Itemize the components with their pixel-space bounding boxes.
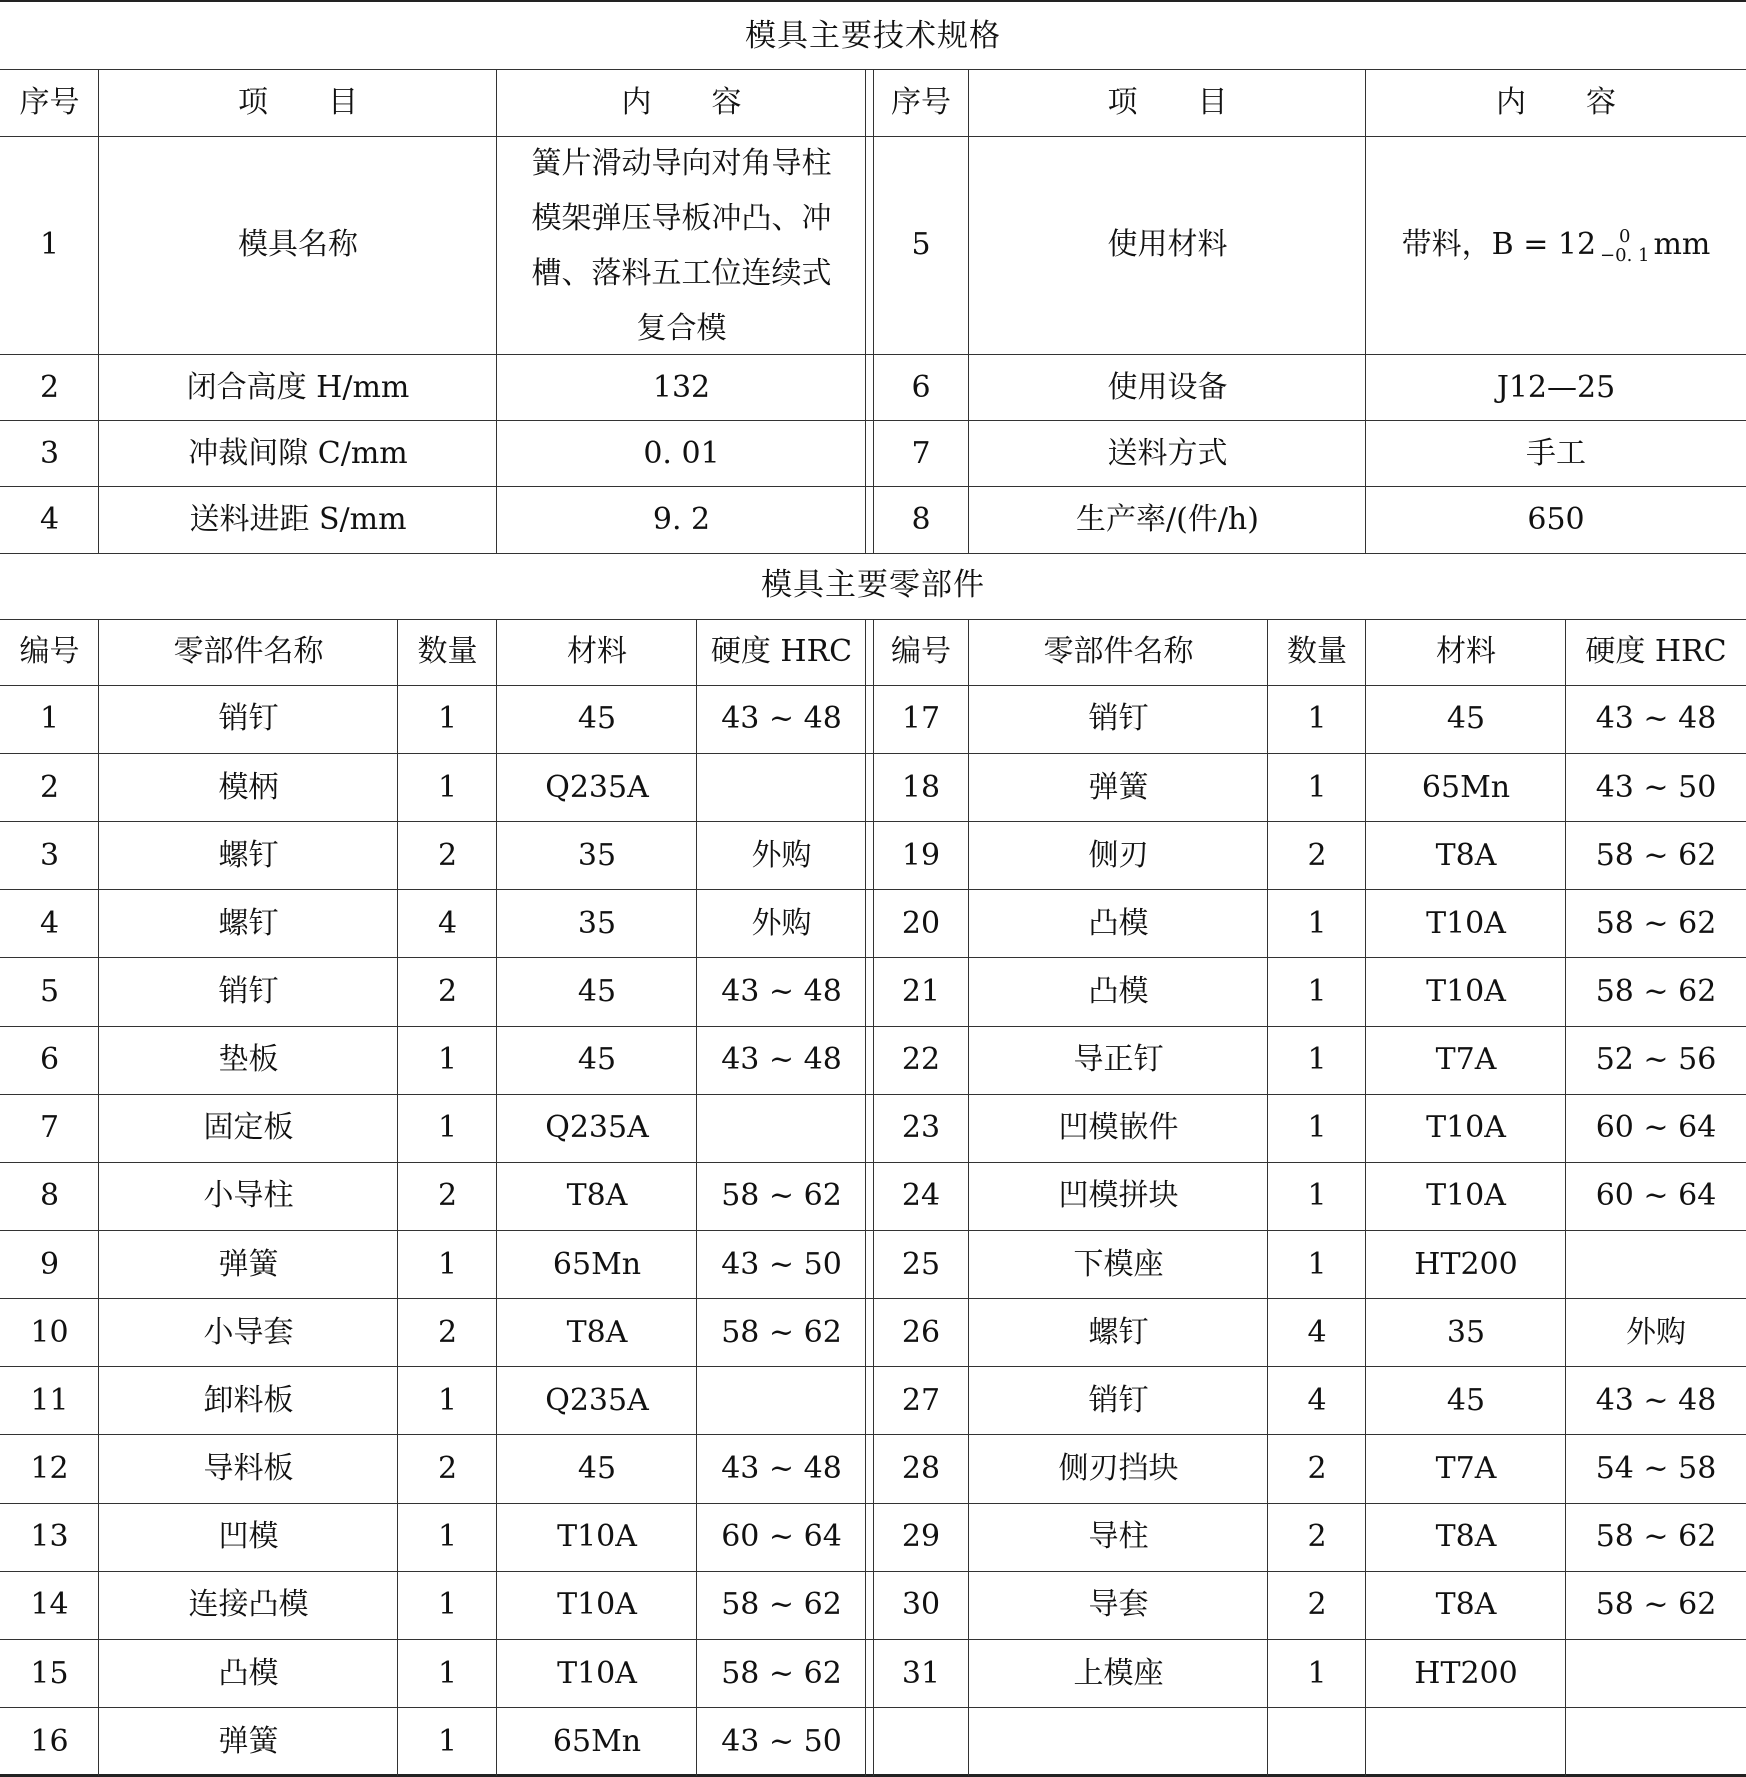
- part-qty-cell: 1: [1307, 769, 1327, 805]
- spec-row-item: 模具名称: [238, 227, 358, 263]
- part-hardness-cell: 外购: [751, 905, 812, 941]
- part-hardness-cell: 60 ~ 64: [1595, 1178, 1717, 1214]
- part-material-cell: 65Mn: [552, 1723, 642, 1759]
- part-material-cell: 45: [1446, 1382, 1486, 1418]
- part-hardness-cell: [697, 1094, 866, 1162]
- part-qty-cell: 2: [437, 1314, 458, 1350]
- part-name-cell: 连接凸模: [188, 1587, 309, 1623]
- part-hardness-cell: 43 ~ 50: [721, 1246, 842, 1282]
- part-material-cell: T8A: [566, 1178, 628, 1214]
- part-qty-cell: 2: [1307, 1451, 1327, 1487]
- spec-row-content-material: [1366, 136, 1746, 355]
- part-material-cell: T8A: [1435, 837, 1497, 873]
- part-material-cell: T10A: [1426, 1110, 1506, 1146]
- parts-header-no-right: 编号: [891, 634, 951, 670]
- part-hardness-cell: 58 ~ 62: [1595, 973, 1717, 1009]
- part-hardness-cell: 43 ~ 48: [1595, 701, 1717, 737]
- part-name-cell: 弹簧: [1088, 769, 1149, 805]
- part-no-cell: 11: [30, 1382, 69, 1418]
- parts-col-rule: [397, 619, 398, 1776]
- part-qty-cell: 1: [437, 1587, 458, 1623]
- parts-header-material-right: 材料: [1436, 634, 1496, 670]
- part-qty-cell: 1: [437, 1382, 458, 1418]
- spec-row-no: 6: [911, 369, 931, 405]
- part-hardness-cell: 54 ~ 58: [1595, 1451, 1717, 1487]
- spec-row-content: 650: [1527, 501, 1585, 537]
- part-no-cell: 2: [39, 769, 60, 805]
- spec-header-no-right: 序号: [891, 84, 951, 120]
- part-name-cell: 销钉: [1088, 701, 1149, 737]
- spec-row-no: 5: [911, 227, 931, 263]
- spec-row-no: 7: [911, 435, 931, 471]
- part-name-cell: 凹模拼块: [1058, 1178, 1179, 1214]
- part-material-cell: 45: [1446, 701, 1486, 737]
- part-name-cell: 弹簧: [218, 1723, 279, 1759]
- part-name-cell: 螺钉: [218, 905, 279, 941]
- part-name-cell: 侧刃挡块: [1058, 1451, 1179, 1487]
- part-material-cell: 45: [577, 973, 617, 1009]
- part-qty-cell: 4: [437, 905, 458, 941]
- material-unit: mm: [1653, 227, 1711, 263]
- part-no-cell: 27: [901, 1382, 941, 1418]
- parts-col-rule: [1267, 619, 1268, 1776]
- part-hardness-cell: [697, 754, 866, 822]
- part-material-cell: Q235A: [545, 1110, 649, 1146]
- part-hardness-cell: 58 ~ 62: [721, 1314, 842, 1350]
- part-no-cell: 22: [901, 1042, 941, 1078]
- part-hardness-cell: 43 ~ 48: [1595, 1382, 1717, 1418]
- part-hardness-cell: [697, 1367, 866, 1435]
- part-hardness-cell: 58 ~ 62: [1595, 837, 1717, 873]
- part-no-cell: 13: [30, 1519, 69, 1555]
- part-qty-cell: 4: [1307, 1314, 1327, 1350]
- spec-header-no-left: 序号: [19, 84, 80, 120]
- part-hardness-cell: 60 ~ 64: [1595, 1110, 1717, 1146]
- part-no-cell: 7: [39, 1110, 60, 1146]
- parts-col-rule: [696, 619, 697, 1776]
- part-qty-cell: 1: [437, 1723, 458, 1759]
- spec-header-item-right: 项 目: [1107, 84, 1228, 120]
- part-name-cell: 侧刃: [1088, 837, 1149, 873]
- part-hardness-cell: 外购: [751, 837, 812, 873]
- part-qty-cell: 2: [1307, 837, 1327, 873]
- parts-header-material-left: 材料: [567, 634, 627, 670]
- part-material-cell: T10A: [557, 1655, 637, 1691]
- part-no-cell: 24: [901, 1178, 941, 1214]
- spec-row-item: 送料方式: [1107, 435, 1228, 471]
- part-name-cell: 销钉: [218, 973, 279, 1009]
- parts-col-rule: [1565, 619, 1566, 1776]
- part-hardness-cell: 43 ~ 48: [721, 1042, 842, 1078]
- part-no-cell: 12: [30, 1451, 69, 1487]
- part-qty-cell: 1: [437, 1519, 458, 1555]
- spec-header-content-right: 内 容: [1496, 84, 1616, 120]
- part-hardness-cell: 58 ~ 62: [721, 1655, 842, 1691]
- spec-row-no: 1: [39, 227, 60, 263]
- spec-row-content: 9. 2: [652, 501, 711, 537]
- parts-header-hardness-left: 硬度 HRC: [710, 634, 853, 670]
- part-name-cell: 导正钉: [1073, 1042, 1164, 1078]
- part-name-cell: 弹簧: [218, 1246, 279, 1282]
- part-hardness-cell: [1566, 1231, 1746, 1299]
- part-no-cell: 26: [901, 1314, 941, 1350]
- part-material-cell: T7A: [1435, 1451, 1497, 1487]
- part-hardness-cell: 43 ~ 48: [721, 973, 842, 1009]
- part-qty-cell: 1: [1307, 1178, 1327, 1214]
- part-material-cell: T10A: [557, 1519, 637, 1555]
- part-qty-cell: 1: [1307, 1110, 1327, 1146]
- part-qty-cell: 1: [437, 769, 458, 805]
- part-hardness-cell: 58 ~ 62: [1595, 1519, 1717, 1555]
- part-name-cell: 固定板: [203, 1110, 294, 1146]
- part-no-cell: 14: [30, 1587, 69, 1623]
- parts-header-no-left: 编号: [19, 634, 80, 670]
- part-name-cell: 导套: [1088, 1587, 1149, 1623]
- part-qty-cell: 1: [437, 1655, 458, 1691]
- part-material-cell: 45: [577, 701, 617, 737]
- part-name-cell: 导料板: [203, 1451, 294, 1487]
- part-material-cell: 65Mn: [1421, 769, 1511, 805]
- part-qty-cell: 1: [1307, 1042, 1327, 1078]
- parts-header-qty-left: 数量: [417, 634, 478, 670]
- part-qty-cell: 1: [437, 1246, 458, 1282]
- spec-row-item: 生产率/(件/h): [1076, 501, 1259, 537]
- part-hardness-cell: 52 ~ 56: [1595, 1042, 1717, 1078]
- part-no-cell: 9: [39, 1246, 60, 1282]
- parts-center-double-rule: [865, 619, 874, 1776]
- part-no-cell: 17: [901, 701, 941, 737]
- spec-row-item: 送料进距 S/mm: [189, 501, 407, 537]
- spec-row-item: 闭合高度 H/mm: [186, 369, 410, 405]
- part-hardness-cell: 外购: [1626, 1314, 1686, 1350]
- parts-col-rule: [98, 619, 99, 1776]
- part-name-cell: 凸模: [1088, 973, 1149, 1009]
- part-no-cell: 6: [39, 1042, 60, 1078]
- part-qty-cell: 1: [1307, 1655, 1327, 1691]
- spec-col-rule: [496, 70, 497, 553]
- parts-header-name-left: 零部件名称: [173, 634, 324, 670]
- spec-center-double-rule: [865, 70, 874, 553]
- part-material-cell: T10A: [1426, 973, 1506, 1009]
- spec-row-no: 8: [911, 501, 931, 537]
- part-no-cell: 10: [30, 1314, 69, 1350]
- part-qty-cell: 2: [437, 1178, 458, 1214]
- part-no-cell: 8: [39, 1178, 60, 1214]
- part-hardness-cell: 58 ~ 62: [721, 1587, 842, 1623]
- spec-row-content: 0. 01: [643, 435, 720, 471]
- part-no-cell: 3: [39, 837, 60, 873]
- part-no-cell: 20: [901, 905, 941, 941]
- part-name-cell: 销钉: [1088, 1382, 1149, 1418]
- parts-table-title: 模具主要零部件: [761, 567, 985, 604]
- spec-header-item-left: 项 目: [238, 84, 358, 120]
- part-material-cell: HT200: [1414, 1655, 1518, 1691]
- part-name-cell: 上模座: [1073, 1655, 1164, 1691]
- part-no-cell: 5: [39, 973, 60, 1009]
- part-hardness-cell: [1566, 1708, 1746, 1776]
- spec-col-rule: [1365, 70, 1366, 553]
- spec-row-content: 簧片滑动导向对角导柱模架弹压导板冲凸、冲槽、落料五工位连续式复合模: [531, 145, 832, 346]
- spec-row-item: 使用材料: [1107, 227, 1228, 263]
- part-material-cell: 45: [577, 1042, 617, 1078]
- part-material-cell: [1366, 1708, 1566, 1776]
- spec-row-content: 132: [652, 369, 711, 405]
- part-name-cell: 导柱: [1088, 1519, 1149, 1555]
- part-hardness-cell: 58 ~ 62: [1595, 1587, 1717, 1623]
- spec-row-item: 使用设备: [1107, 369, 1228, 405]
- tolerance-upper: 0: [1619, 225, 1631, 247]
- part-no-cell: 23: [901, 1110, 941, 1146]
- part-name-cell: 凸模: [1088, 905, 1149, 941]
- tolerance-lower: −0. 1: [1600, 244, 1650, 266]
- part-qty-cell: 1: [437, 701, 458, 737]
- spec-row-no: 3: [39, 435, 60, 471]
- part-qty-cell: [1268, 1708, 1366, 1776]
- part-qty-cell: 2: [437, 837, 458, 873]
- part-no-cell: 28: [901, 1451, 941, 1487]
- part-qty-cell: 1: [437, 1042, 458, 1078]
- part-no-cell: [873, 1708, 969, 1776]
- part-no-cell: 29: [901, 1519, 941, 1555]
- part-name-cell: 卸料板: [203, 1382, 294, 1418]
- parts-col-rule: [968, 619, 969, 1776]
- part-no-cell: 18: [901, 769, 941, 805]
- part-material-cell: Q235A: [545, 1382, 649, 1418]
- part-no-cell: 30: [901, 1587, 941, 1623]
- part-no-cell: 4: [39, 905, 60, 941]
- part-hardness-cell: 43 ~ 48: [721, 1451, 842, 1487]
- part-no-cell: 21: [901, 973, 941, 1009]
- part-material-cell: 35: [577, 905, 617, 941]
- part-name-cell: 凹模: [218, 1519, 279, 1555]
- spec-row-no: 2: [39, 369, 60, 405]
- part-qty-cell: 1: [437, 1110, 458, 1146]
- parts-col-rule: [1365, 619, 1366, 1776]
- parts-header-name-right: 零部件名称: [1043, 634, 1194, 670]
- material-spec-text: 带料，B = 12: [1401, 227, 1597, 263]
- part-hardness-cell: 43 ~ 48: [721, 701, 842, 737]
- tolerance-stack: [1600, 227, 1649, 265]
- part-material-cell: HT200: [1414, 1246, 1518, 1282]
- part-name-cell: 销钉: [218, 701, 279, 737]
- spec-row-item: 冲裁间隙 C/mm: [188, 435, 408, 471]
- part-name-cell: 下模座: [1073, 1246, 1164, 1282]
- part-name-cell: 小导套: [203, 1314, 294, 1350]
- part-hardness-cell: [1566, 1640, 1746, 1708]
- part-name-cell: 模柄: [218, 769, 279, 805]
- spec-col-rule: [98, 70, 99, 553]
- part-hardness-cell: 43 ~ 50: [1595, 769, 1717, 805]
- part-qty-cell: 2: [1307, 1519, 1327, 1555]
- spec-col-rule: [968, 70, 969, 553]
- spec-row-content: J12—25: [1496, 369, 1616, 405]
- part-qty-cell: 1: [1307, 905, 1327, 941]
- part-name-cell: 垫板: [218, 1042, 279, 1078]
- parts-header-qty-right: 数量: [1287, 634, 1347, 670]
- part-no-cell: 15: [30, 1655, 69, 1691]
- part-name-cell: [969, 1708, 1268, 1776]
- part-qty-cell: 2: [437, 1451, 458, 1487]
- part-hardness-cell: 58 ~ 62: [1595, 905, 1717, 941]
- part-material-cell: 45: [577, 1451, 617, 1487]
- part-name-cell: 螺钉: [218, 837, 279, 873]
- part-name-cell: 螺钉: [1088, 1314, 1149, 1350]
- part-material-cell: T8A: [1435, 1519, 1497, 1555]
- part-material-cell: 35: [1446, 1314, 1486, 1350]
- spec-row-content: 手工: [1526, 435, 1586, 471]
- part-qty-cell: 4: [1307, 1382, 1327, 1418]
- parts-col-rule: [496, 619, 497, 1776]
- part-material-cell: T7A: [1435, 1042, 1497, 1078]
- part-name-cell: 小导柱: [203, 1178, 294, 1214]
- part-material-cell: 35: [577, 837, 617, 873]
- part-no-cell: 25: [901, 1246, 941, 1282]
- part-qty-cell: 1: [1307, 973, 1327, 1009]
- part-name-cell: 凹模嵌件: [1058, 1110, 1179, 1146]
- part-hardness-cell: 58 ~ 62: [721, 1178, 842, 1214]
- part-material-cell: T10A: [1426, 905, 1506, 941]
- part-material-cell: T10A: [557, 1587, 637, 1623]
- spec-header-content-left: 内 容: [621, 84, 742, 120]
- part-no-cell: 31: [901, 1655, 941, 1691]
- part-qty-cell: 1: [1307, 701, 1327, 737]
- part-hardness-cell: 43 ~ 50: [721, 1723, 842, 1759]
- part-hardness-cell: 60 ~ 64: [721, 1519, 842, 1555]
- part-material-cell: T8A: [566, 1314, 628, 1350]
- part-material-cell: 65Mn: [552, 1246, 642, 1282]
- part-no-cell: 1: [39, 701, 60, 737]
- part-name-cell: 凸模: [218, 1655, 279, 1691]
- part-qty-cell: 2: [437, 973, 458, 1009]
- spec-row-no: 4: [39, 501, 60, 537]
- spec-table-title: 模具主要技术规格: [745, 18, 1001, 55]
- part-qty-cell: 1: [1307, 1246, 1327, 1282]
- part-material-cell: T8A: [1435, 1587, 1497, 1623]
- part-no-cell: 16: [30, 1723, 69, 1759]
- part-material-cell: Q235A: [545, 769, 649, 805]
- part-qty-cell: 2: [1307, 1587, 1327, 1623]
- parts-header-hardness-right: 硬度 HRC: [1585, 634, 1727, 670]
- part-material-cell: T10A: [1426, 1178, 1506, 1214]
- part-no-cell: 19: [901, 837, 941, 873]
